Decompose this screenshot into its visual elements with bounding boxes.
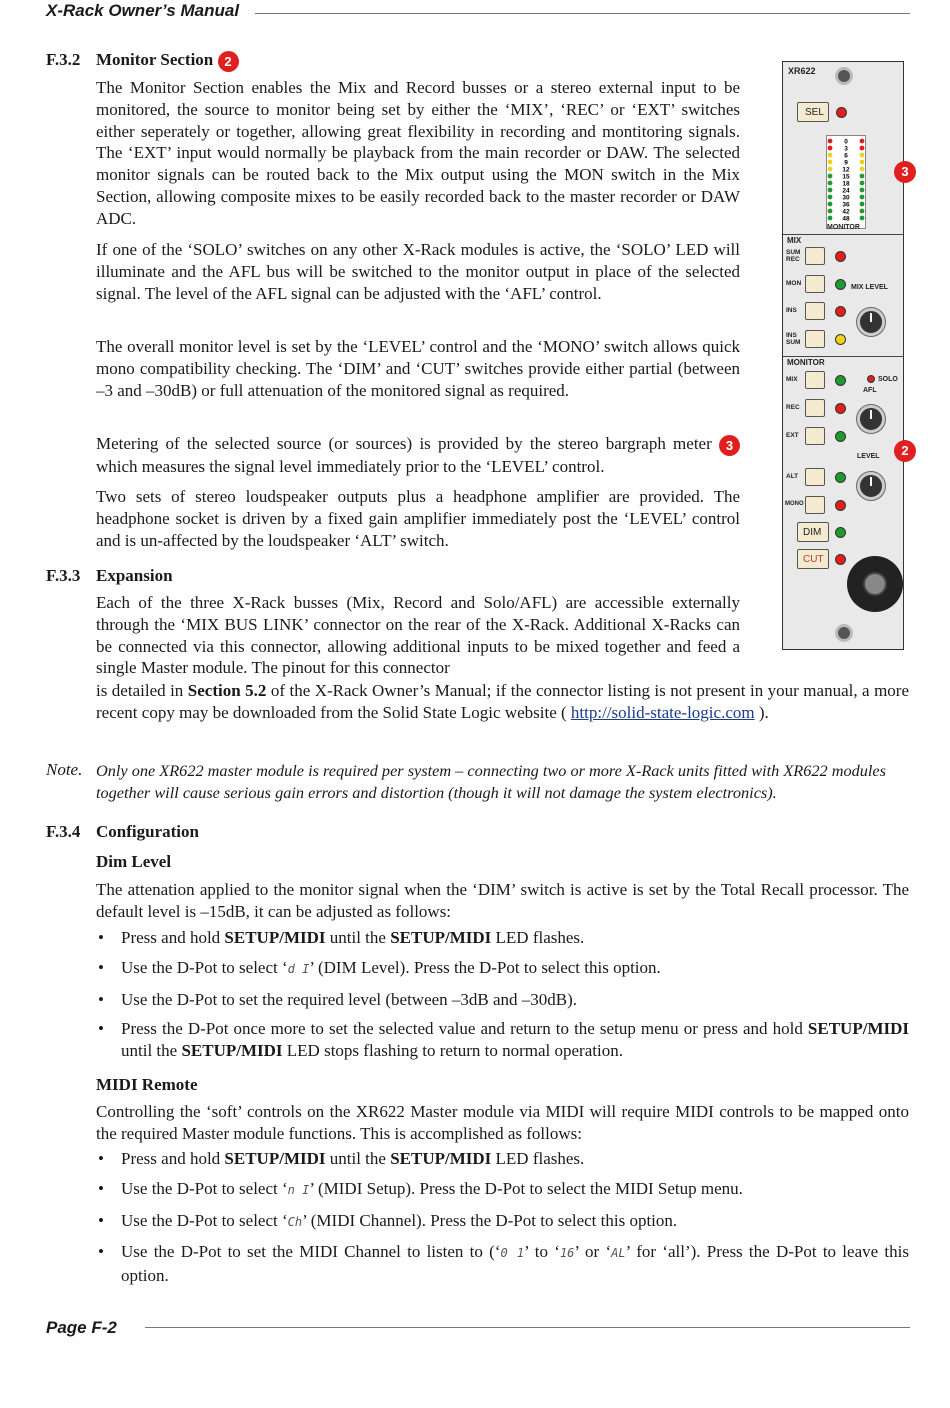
meter-led [828,160,833,165]
paragraph: The Monitor Section enables the Mix and Record busses or a stereo external input to be monitored, the source to monitor being set by either the ‘MIX’, ‘REC’ or ‘EXT’ switches either seperately or together, allowing great flexibility in recording and montitoring signals. The ‘EXT’ input would normally be playback from the main recorder or DAW. The selected monitor signals can be routed back to the Mix output using the MON switch in the Mix Section, allowing composite mixes to be easily recorded back to the master recorder or DAW ADC. [96,78,740,228]
meter-scale-label: 0 [844,138,848,146]
callout-badge: 2 [894,440,916,462]
callout-badge: 3 [894,161,916,183]
paragraph: Controlling the ‘soft’ controls on the XR622 Master module via MIDI will require MIDI controls to be mapped onto the required Master module functions. This is accomplished as follows: [96,1102,909,1143]
mix-section-label: MIX [787,236,802,245]
dim-led [835,527,846,538]
screw-icon [835,67,853,85]
meter-led [860,146,865,151]
sel-button: SEL [797,102,829,122]
meter-led [828,195,833,200]
meter-led [828,139,833,144]
led [835,279,846,290]
list-item: • Press and hold SETUP/MIDI until the SETUP/MIDI LED flashes. [96,927,909,949]
midi-steps-list [96,1148,909,1295]
meter-led [828,146,833,151]
meter-scale-label: 3 [844,145,848,153]
segment-display-code: n I [287,1182,310,1197]
monitor-rec-button [805,399,825,417]
ins-sum-button [805,330,825,348]
meter-led [860,174,865,179]
paragraph: If one of the ‘SOLO’ switches on any other X-Rack modules is active, the ‘SOLO’ LED will illuminate and the AFL bus will be switched to the monitor output in place of the selected signal. The level of the AFL signal can be adjusted with the ‘AFL’ control. [96,240,740,303]
segment-display-code: 16 [559,1246,575,1261]
led [835,306,846,317]
text-span: of the X-Rack Owner’s Manual; if the connector listing is not present in your manual, a more recent copy may be downloaded from the Solid State Logic website ( [96,681,909,722]
cut-button: CUT [797,549,829,569]
led [835,472,846,483]
list-item: • Use the D-Pot to set the required level (between –3dB and –30dB). [96,989,909,1011]
meter-led [860,216,865,221]
sum-rec-button [805,247,825,265]
meter-led [860,209,865,214]
paragraph: The attenation applied to the monitor signal when the ‘DIM’ switch is active is set by the Total Recall processor. The default level is –15dB, it can be adjusted as follows: [96,880,909,921]
meter-label: MONITOR [827,224,860,231]
meter-scale-label: 24 [842,187,850,195]
button-label: MON [786,280,802,287]
afl-label: AFL [863,387,877,394]
text-span: is detailed in [96,681,184,700]
list-item: • Use the D-Pot to select ‘Ch’ (MIDI Channel). Press the D-Pot to select this option. [96,1210,909,1234]
list-item: • Use the D-Pot to select ‘d I’ (DIM Level). Press the D-Pot to select this option. [96,957,909,981]
segment-display-code: AL [611,1246,626,1261]
meter-led [860,160,865,165]
note-text: Only one XR622 master module is required per system – connecting two or more X-Rack units fitted with XR622 modules together will cause serious gain errors and distortion (though it will not damage the system electronics). [96,761,886,802]
led [835,403,846,414]
mon-button [805,275,825,293]
meter-led [828,216,833,221]
button-label: MONO [785,501,804,507]
segment-display-code: d I [287,961,310,976]
page-number: Page F-2 [46,1318,117,1337]
meter-leds [826,135,866,230]
meter-led [860,188,865,193]
button-label: ALT [786,473,799,480]
section-number: F.3.3 [46,566,81,585]
mono-button [805,496,825,514]
section-title: Configuration [96,822,199,841]
paragraph: Two sets of stereo loudspeaker outputs plus a headphone amplifier are provided. The headphone socket is driven by a fixed gain amplifier immediately post the ‘LEVEL’ control and is un-affected by the loudspeaker ‘ALT’ switch. [96,487,740,550]
section-heading [96,50,239,72]
header-rule [255,13,910,14]
bold-text: Section 5.2 [187,681,267,700]
led [835,431,846,442]
led [835,251,846,262]
paragraph [96,680,909,724]
headphone-jack-icon [847,556,903,612]
meter-led [860,139,865,144]
button-label: SUM REC [786,249,801,263]
meter-led [860,195,865,200]
divider [783,234,903,235]
led [835,334,846,345]
monitor-section-label: MONITOR [787,358,825,367]
monitor-mix-button [805,371,825,389]
monitor-ext-button [805,427,825,445]
segment-display-code: 0 1 [500,1246,525,1261]
text-span: which measures the signal level immediately prior to the ‘LEVEL’ control. [96,456,605,476]
meter-led [828,167,833,172]
meter-scale-label: 6 [844,152,848,160]
alt-button [805,468,825,486]
paragraph [96,433,740,477]
list-item: • Use the D-Pot to select ‘n I’ (MIDI Setup). Press the D-Pot to select the MIDI Setup menu. [96,1178,909,1202]
ins-button [805,302,825,320]
subsection-title: Dim Level [96,852,172,871]
website-link[interactable]: http://solid-state-logic.com [570,702,755,722]
button-label: REC [786,404,800,411]
meter-scale-label: 30 [842,194,850,202]
meter-led [860,153,865,158]
segment-display-code: Ch [287,1214,303,1229]
meter-led [860,167,865,172]
meter-scale-label: 9 [844,159,848,167]
solo-label: SOLO [878,376,898,383]
note-label: Note. [46,760,83,779]
module-name: XR622 [788,66,816,76]
meter-scale-label: 42 [842,208,850,216]
list-item: • Press and hold SETUP/MIDI until the SETUP/MIDI LED flashes. [96,1148,909,1170]
button-label: MIX [786,376,798,383]
level-knob [857,472,885,500]
screw-icon [835,624,853,642]
section-title: Expansion [96,566,173,585]
sel-led [836,107,847,118]
text-span: ). [758,702,769,722]
button-label: INS [786,307,797,314]
callout-badge: 2 [218,51,239,72]
footer-rule [145,1327,910,1328]
meter-led [828,181,833,186]
mix-level-knob [857,308,885,336]
paragraph: The overall monitor level is set by the ‘LEVEL’ control and the ‘MONO’ switch allows quick mono compatibility checking. The ‘DIM’ and ‘CUT’ switches provide either partial (between –3 and –30dB) or full attenuation of the monitored signal as required. [96,337,740,400]
meter-scale-label: 12 [842,166,850,174]
section-title: Monitor Section [96,50,214,69]
dim-button: DIM [797,522,829,542]
meter-led [828,174,833,179]
xr622-module-illustration [782,61,904,650]
subsection-title: MIDI Remote [96,1075,198,1094]
afl-knob [857,405,885,433]
level-label: LEVEL [857,453,880,460]
meter-led [860,202,865,207]
button-label: EXT [786,432,799,439]
knob-label: MIX LEVEL [851,284,888,291]
meter-scale-label: 15 [842,173,850,181]
led [835,375,846,386]
header-title: X-Rack Owner’s Manual [46,1,240,20]
meter-scale-label: 48 [842,215,850,223]
list-item: • Use the D-Pot to set the MIDI Channel to listen to (‘0 1’ to ‘16’ or ‘AL’ for ‘all’). Press the D-Pot to leave this option. [96,1241,909,1287]
solo-led [867,375,875,383]
led [835,500,846,511]
callout-badge: 3 [719,435,740,456]
text-span: Metering of the selected source (or sources) is provided by the stereo bargraph meter [96,434,712,453]
meter-led [828,202,833,207]
button-label: INS SUM [786,332,801,346]
divider [783,356,903,357]
meter-led [828,153,833,158]
meter-led [860,181,865,186]
section-number: F.3.4 [46,822,81,841]
meter-led [828,209,833,214]
meter-scale-label: 36 [842,201,850,209]
cut-led [835,554,846,565]
dim-steps-list [96,927,909,1070]
paragraph: Each of the three X-Rack busses (Mix, Record and Solo/AFL) are accessible externally through the ‘MIX BUS LINK’ connector on the rear of the X-Rack. Additional X-Racks can be connected via this connector, allowing additional inputs to be mixed together and feed a single Master module. The pinout for this connector [96,593,740,678]
meter-led [828,188,833,193]
list-item: • Press the D-Pot once more to set the selected value and return to the setup menu or press and hold SETUP/MIDI until the SETUP/MIDI LED stops flashing to return to normal operation. [96,1018,909,1062]
section-number: F.3.2 [46,50,81,69]
meter-scale-label: 18 [842,180,850,188]
